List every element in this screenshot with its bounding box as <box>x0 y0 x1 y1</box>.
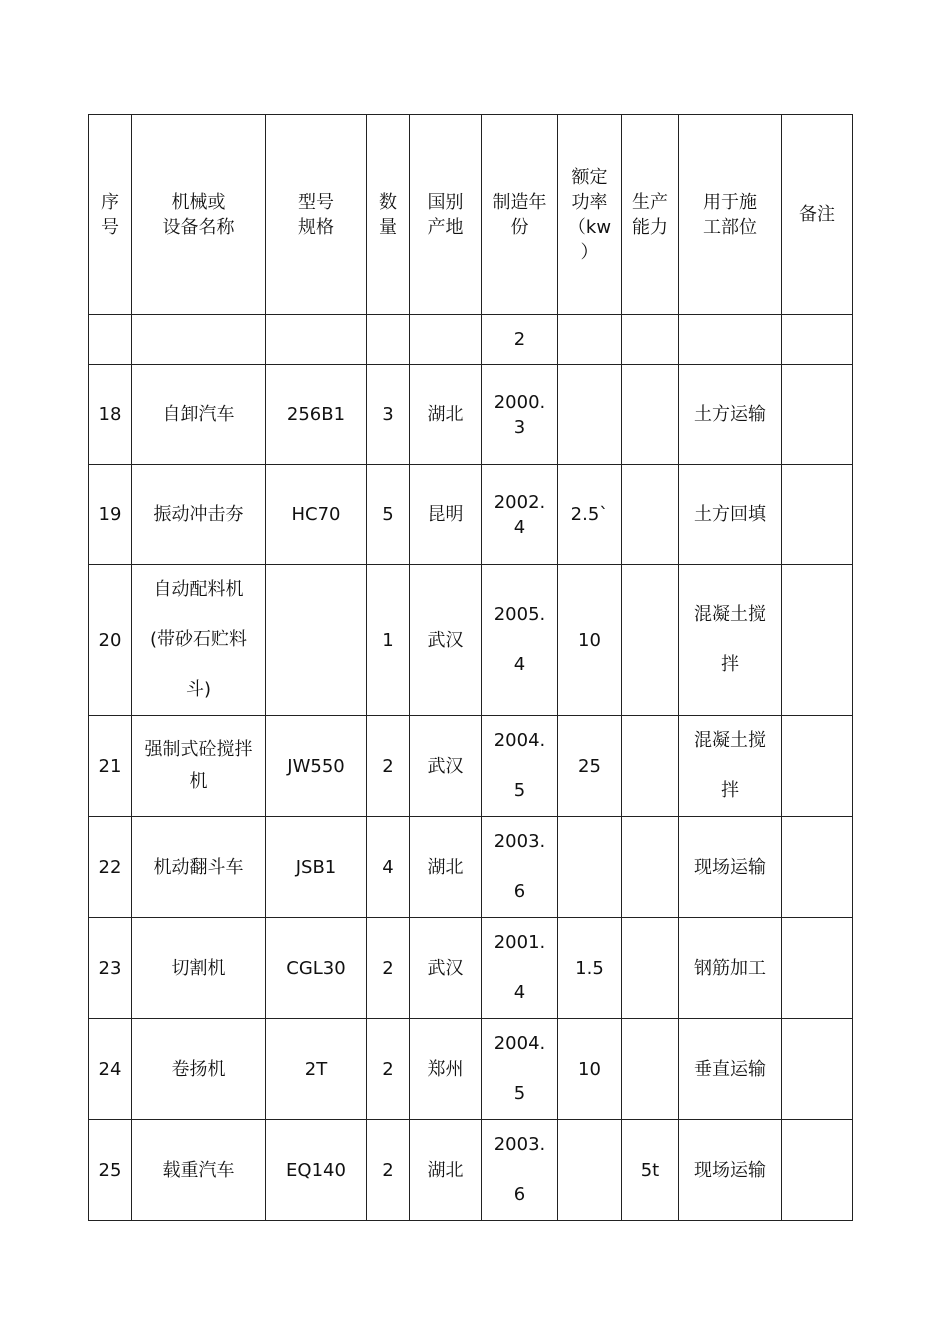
cell-usage: 土方回填 <box>679 465 782 565</box>
cell-origin: 湖北 <box>410 365 482 465</box>
cell-qty: 3 <box>367 365 410 465</box>
cell-qty: 2 <box>367 716 410 817</box>
table-row <box>89 716 853 817</box>
cell-remark <box>782 1120 853 1221</box>
cell-origin: 湖北 <box>410 817 482 918</box>
cell-qty: 2 <box>367 1019 410 1120</box>
cell-origin: 武汉 <box>410 565 482 716</box>
header-model: 型号 规格 <box>266 115 367 315</box>
cell-year: 2004. 5 <box>482 1019 558 1120</box>
cell <box>132 315 266 365</box>
cell-year: 2005. 4 <box>482 565 558 716</box>
cell: 2 <box>482 315 558 365</box>
cell <box>679 315 782 365</box>
cell-name: 载重汽车 <box>132 1120 266 1221</box>
equipment-table <box>88 114 853 1221</box>
cell <box>622 315 679 365</box>
cell-name: 机动翻斗车 <box>132 817 266 918</box>
cell-model: 256B1 <box>266 365 367 465</box>
table-row <box>89 465 853 565</box>
cell-qty: 2 <box>367 918 410 1019</box>
header-remark: 备注 <box>782 115 853 315</box>
cell-capacity <box>622 465 679 565</box>
cell-year: 2003. 6 <box>482 1120 558 1221</box>
cell-origin: 湖北 <box>410 1120 482 1221</box>
cell-no: 23 <box>89 918 132 1019</box>
cell-year: 2002. 4 <box>482 465 558 565</box>
cell-model: JSB1 <box>266 817 367 918</box>
cell-name: 自动配料机 (带砂石贮料 斗) <box>132 565 266 716</box>
cell-no: 22 <box>89 817 132 918</box>
table-row <box>89 1120 853 1221</box>
cell-name: 卷扬机 <box>132 1019 266 1120</box>
header-capacity: 生产 能力 <box>622 115 679 315</box>
cell-power: 2.5` <box>558 465 622 565</box>
cell-year: 2000. 3 <box>482 365 558 465</box>
cell-origin: 昆明 <box>410 465 482 565</box>
cell-usage: 混凝土搅 拌 <box>679 565 782 716</box>
cell <box>558 315 622 365</box>
cell <box>89 315 132 365</box>
cell-power <box>558 817 622 918</box>
header-name: 机械或 设备名称 <box>132 115 266 315</box>
cell-model: CGL30 <box>266 918 367 1019</box>
cell-model <box>266 565 367 716</box>
cell-no: 21 <box>89 716 132 817</box>
header-qty: 数 量 <box>367 115 410 315</box>
cell-origin: 郑州 <box>410 1019 482 1120</box>
cell-no: 25 <box>89 1120 132 1221</box>
header-row <box>89 115 853 315</box>
table-row <box>89 918 853 1019</box>
cell <box>266 315 367 365</box>
cell <box>782 315 853 365</box>
cell-name: 强制式砼搅拌 机 <box>132 716 266 817</box>
cell-remark <box>782 716 853 817</box>
cell-name: 振动冲击夯 <box>132 465 266 565</box>
cell-name: 自卸汽车 <box>132 365 266 465</box>
cell-usage: 现场运输 <box>679 817 782 918</box>
cell-capacity <box>622 565 679 716</box>
table-row <box>89 565 853 716</box>
cell-power <box>558 365 622 465</box>
cell-remark <box>782 465 853 565</box>
cell-remark <box>782 1019 853 1120</box>
cell-capacity <box>622 1019 679 1120</box>
cell-power <box>558 1120 622 1221</box>
cell-power: 25 <box>558 716 622 817</box>
cell-origin: 武汉 <box>410 918 482 1019</box>
cell <box>410 315 482 365</box>
cell-power: 10 <box>558 565 622 716</box>
header-power: 额定 功率 （kw ） <box>558 115 622 315</box>
cell-remark <box>782 918 853 1019</box>
cell-usage: 钢筋加工 <box>679 918 782 1019</box>
header-no: 序 号 <box>89 115 132 315</box>
cell <box>367 315 410 365</box>
cell-capacity <box>622 716 679 817</box>
cell-qty: 4 <box>367 817 410 918</box>
cell-remark <box>782 565 853 716</box>
cell-qty: 2 <box>367 1120 410 1221</box>
cell-model: HC70 <box>266 465 367 565</box>
cell-remark <box>782 365 853 465</box>
cell-capacity <box>622 365 679 465</box>
cell-no: 19 <box>89 465 132 565</box>
cell-year: 2004. 5 <box>482 716 558 817</box>
table-row <box>89 365 853 465</box>
cell-name: 切割机 <box>132 918 266 1019</box>
header-usage: 用于施 工部位 <box>679 115 782 315</box>
table-row <box>89 817 853 918</box>
cell-capacity: 5t <box>622 1120 679 1221</box>
cell-no: 18 <box>89 365 132 465</box>
cell-year: 2001. 4 <box>482 918 558 1019</box>
header-origin: 国别 产地 <box>410 115 482 315</box>
cell-power: 10 <box>558 1019 622 1120</box>
cell-no: 24 <box>89 1019 132 1120</box>
header-year: 制造年 份 <box>482 115 558 315</box>
cell-qty: 1 <box>367 565 410 716</box>
cell-capacity <box>622 817 679 918</box>
cell-model: EQ140 <box>266 1120 367 1221</box>
continuation-row <box>89 315 853 365</box>
table-row <box>89 1019 853 1120</box>
cell-usage: 混凝土搅 拌 <box>679 716 782 817</box>
cell-qty: 5 <box>367 465 410 565</box>
cell-remark <box>782 817 853 918</box>
cell-usage: 现场运输 <box>679 1120 782 1221</box>
cell-year: 2003. 6 <box>482 817 558 918</box>
cell-model: 2T <box>266 1019 367 1120</box>
cell-origin: 武汉 <box>410 716 482 817</box>
cell-power: 1.5 <box>558 918 622 1019</box>
cell-no: 20 <box>89 565 132 716</box>
cell-capacity <box>622 918 679 1019</box>
cell-usage: 垂直运输 <box>679 1019 782 1120</box>
cell-model: JW550 <box>266 716 367 817</box>
cell-usage: 土方运输 <box>679 365 782 465</box>
